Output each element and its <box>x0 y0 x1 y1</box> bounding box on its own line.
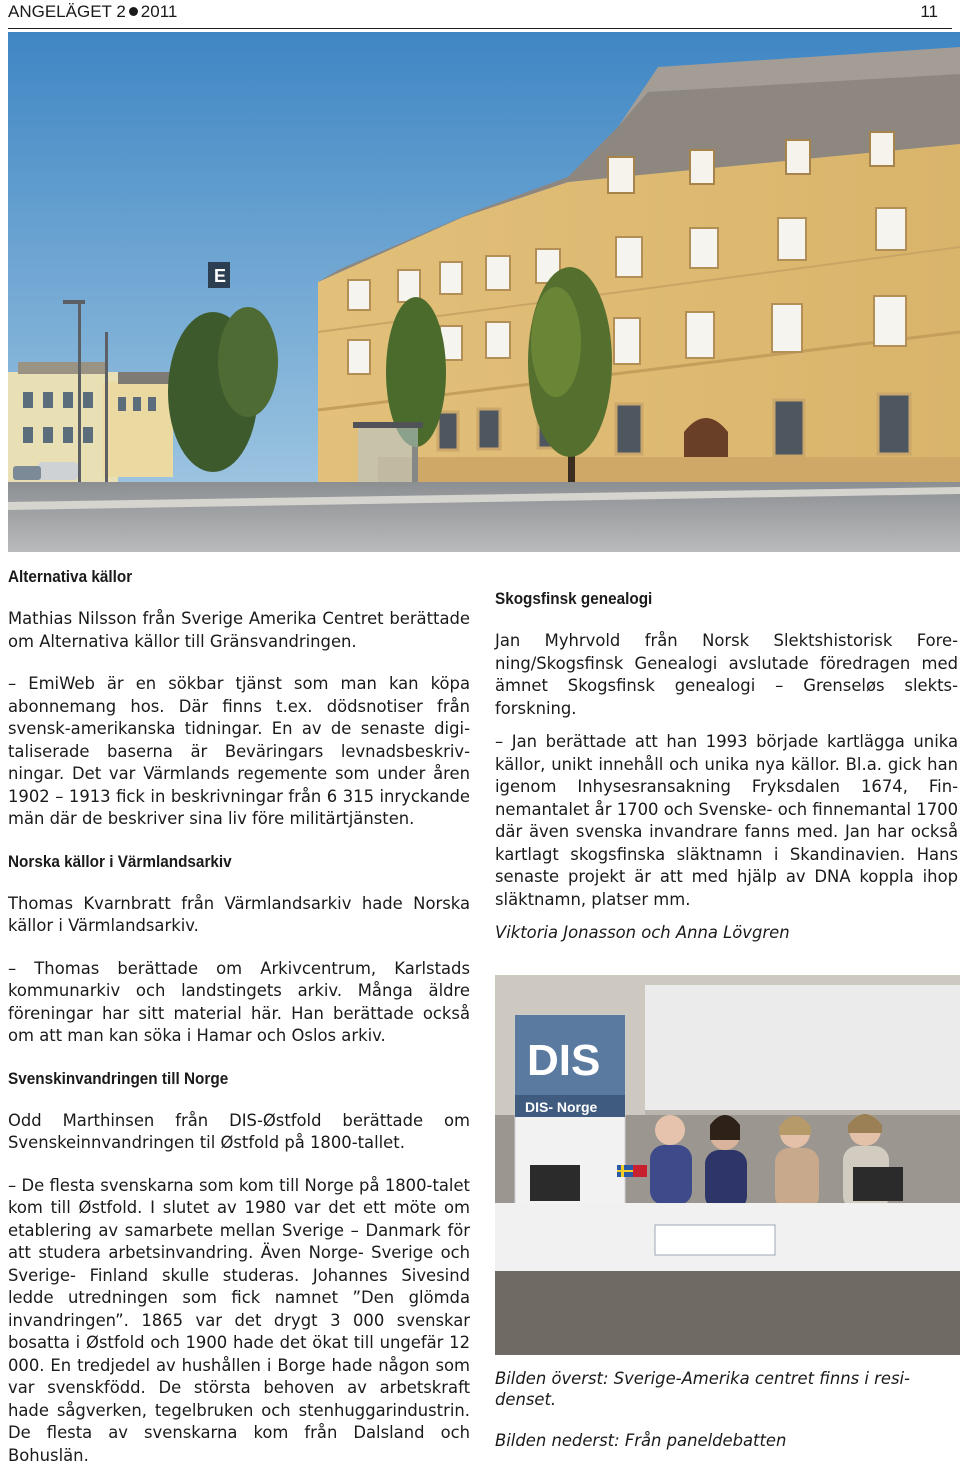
author-signature: Viktoria Jonasson och Anna Lövgren <box>495 922 958 945</box>
left-column <box>8 566 470 1467</box>
heading-svenskinvandringen: Svenskinvandringen till Norge <box>8 1068 424 1090</box>
paragraph: – EmiWeb är en sökbar tjänst som man kan köpa abonnemang hos. Där finns t.ex. dödsnotiser från svensk-amerikanska tidningar. En av de senaste digitaliserade baserna är Beväringars levnadsbeskrivningar. Det var Värmlands regemente som under åren 1902 – 1913 fick in beskrivningar från 6 315 inryckande män där de beskriver sina liv före militärtjänsten. <box>8 673 470 831</box>
paragraph: – Jan berättade att han 1993 började kartlägga unika källor, unikt innehåll och unika nya källor. Bl.a. gick han igenom Inhysesransakning Fryksdalen 1674, Finnemantalet år 1700 och Svenske- och finnemantal 1700 där även svenska invandrare fanns med. Jan har också kartlagt skogsfinska släktnamn i Skandinavien. Hans senaste projekt är att med hjälp av DNA koppla ihop släktnamn, platser mm. <box>495 731 958 911</box>
banner-title: DIS- Norge <box>525 1099 598 1115</box>
page-header <box>8 0 952 29</box>
paragraph: – Thomas berättade om Arkivcentrum, Karlstads kommunarkiv och landstingets arkiv. Många äldre föreningar har sitt material här. Han berättade också om att man kan söka i Hamar och Oslos arkiv. <box>8 958 470 1048</box>
caption-top: Bilden överst: Sverige-Amerika centret finns i residenset. <box>495 1368 958 1410</box>
panel-photo <box>495 975 960 1355</box>
heading-norska-kallor: Norska källor i Värmlandsarkiv <box>8 851 424 873</box>
paragraph: Thomas Kvarnbratt från Värmlandsarkiv hade Norska källor i Värmlandsarkiv. <box>8 893 470 938</box>
paragraph: Jan Myhrvold från Norsk Slektshistorisk Forening/Skogsfinsk Genealogi avslutade föredragen med ämnet Skogsfinsk genealogi – Grenseløs slektsforskning. <box>495 630 958 720</box>
right-column <box>495 588 958 945</box>
paragraph: Mathias Nilsson från Sverige Amerika Centret berättade om Alternativa källor till Gränsvandringen. <box>8 608 470 653</box>
caption-bottom: Bilden nederst: Från paneldebatten <box>495 1430 958 1451</box>
sign-letter: E <box>214 266 226 286</box>
banner-logo: DIS <box>527 1036 600 1085</box>
heading-alternativa-kallor: Alternativa källor <box>8 566 424 588</box>
heading-skogsfinsk-genealogi: Skogsfinsk genealogi <box>495 588 912 610</box>
paragraph: Odd Marthinsen från DIS-Østfold berättade om Svenskeinnvandringen til Østfold på 1800-tallet. <box>8 1110 470 1155</box>
page-number: 11 <box>920 2 938 22</box>
building-photo <box>8 32 960 552</box>
paragraph: – De flesta svenskarna som kom till Norge på 1800-talet kom till Østfold. I slutet av 1980 var det ett möte om etablering av samarbete mellan Sverige – Danmark för att studera arbetsinvandring. Även Norge- Sverige och Sverige- Finland skulle studeras. Johannes Sivesind ledde utredningen som fick namnet ”Den glömda invandringen”. 1865 var det drygt 3 000 svenskar bosatta i Østfold och 1900 hade det ökat till ungefär 12 000. En tredjedel av hushållen i Borge hade någon som var svenskfödd. De största behoven av arbetskraft hade sågverken, tegelbruken och stenhuggarindustrin. De flesta av svenskarna kom från Dalsland och Bohuslän. <box>8 1175 470 1467</box>
issue-label: ANGELÄGET 2 2011 <box>8 2 177 22</box>
bullet-icon <box>129 7 138 16</box>
